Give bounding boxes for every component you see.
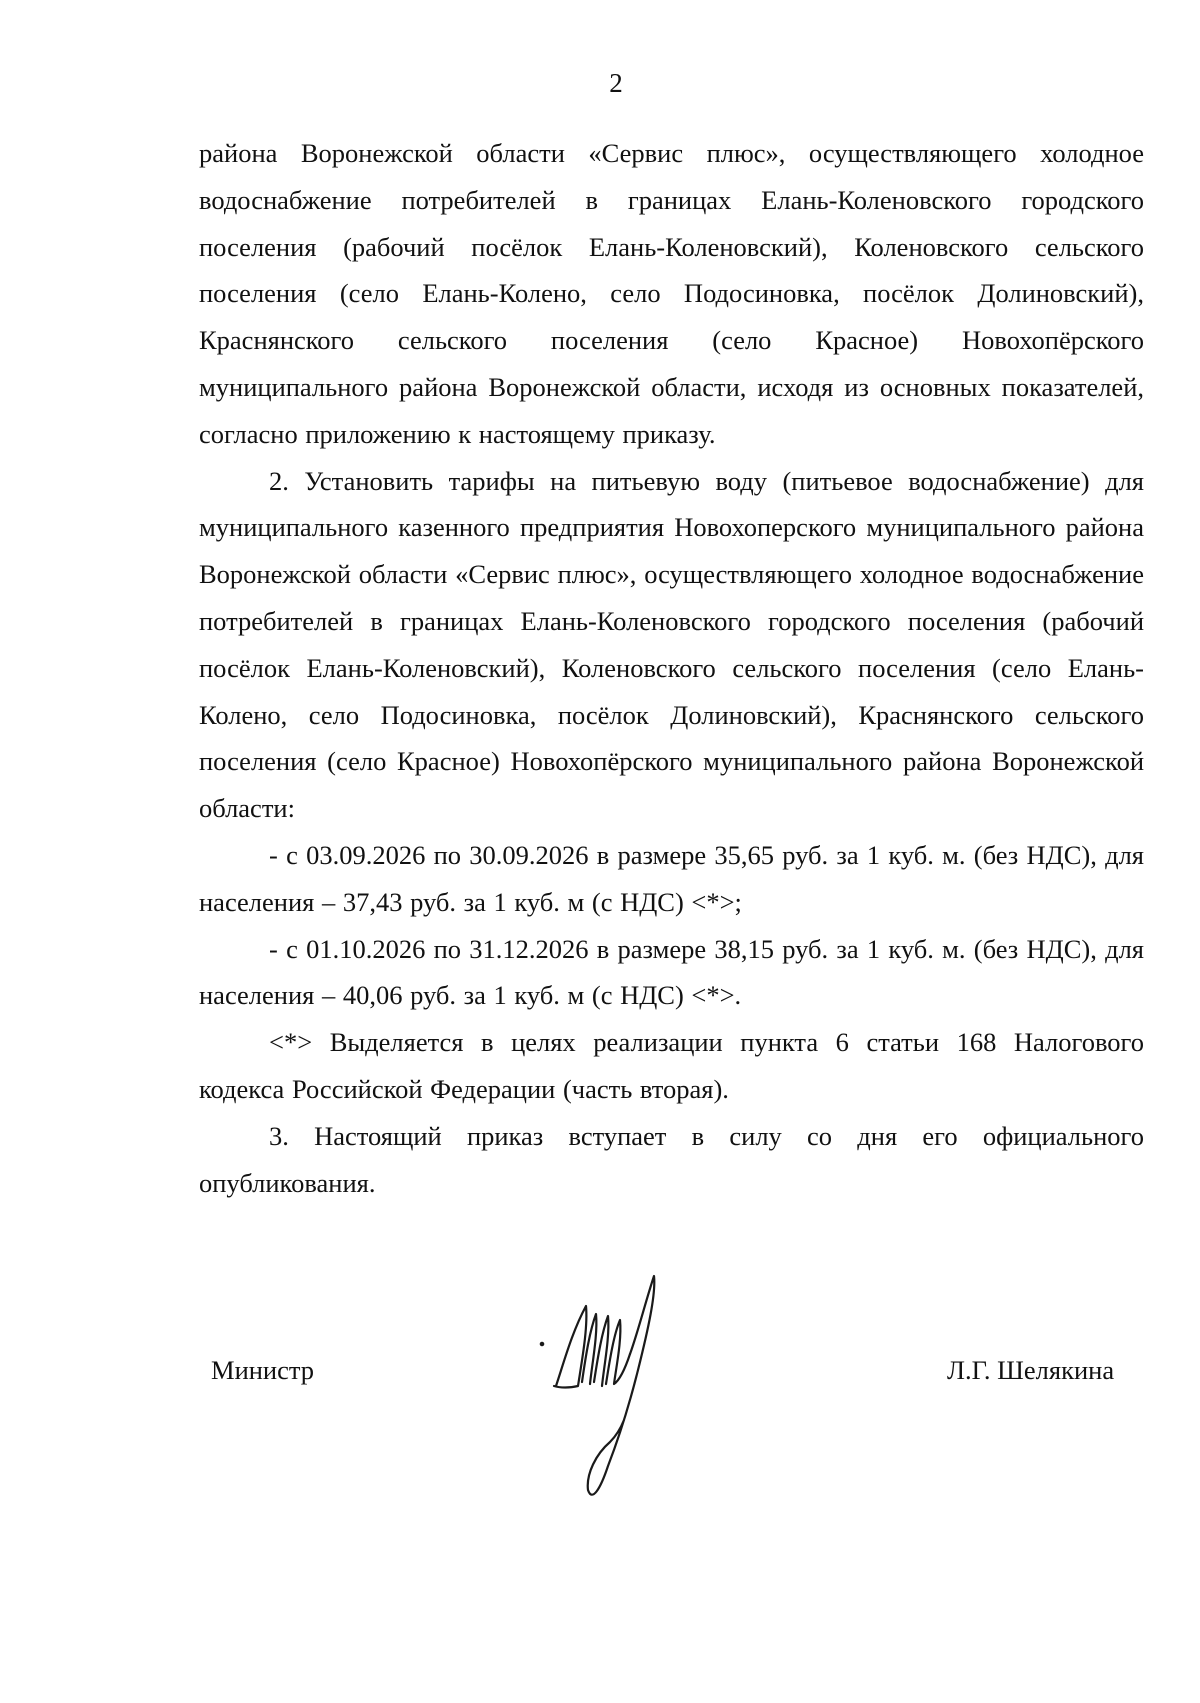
document-body <box>199 130 1144 1206</box>
tariff-period-1: - с 03.09.2026 по 30.09.2026 в размере 35,65 руб. за 1 куб. м. (без НДС), для населения – 37,43 руб. за 1 куб. м (с НДС) <*>; <box>199 839 1144 917</box>
page-number: 2 <box>609 68 623 98</box>
paragraph-continuation: района Воронежской области «Сервис плюс», осуществляющего холодное водоснабжение потребителей в границах Елань-Коленовского городского поселения (рабочий посёлок Елань-Коленовский), Коленовского сельского поселения (село Елань-Колено, село Подосиновка, посёлок Долиновский), Краснянского сельского поселения (село Красное) Новохопёрского муниципального района Воронежской области, исходя из основных показателей, согласно приложению к настоящему приказу. <box>199 138 1144 449</box>
paragraph-item-3: 3. Настоящий приказ вступает в силу со дня его официального опубликования. <box>199 1120 1144 1198</box>
signatory-name: Л.Г. Шелякина <box>947 1355 1115 1385</box>
footnote: <*> Выделяется в целях реализации пункта 6 статьи 168 Налогового кодекса Российской Федерации (часть вторая). <box>199 1027 1144 1104</box>
paragraph-item-2: 2. Установить тарифы на питьевую воду (питьевое водоснабжение) для муниципального казенного предприятия Новохоперского муниципального района Воронежской области «Сервис плюс», осуществляющего холодное водоснабжение потребителей в границах Елань-Коленовского городского поселения (рабочий посёлок Елань-Коленовский), Коленовского сельского поселения (село Елань-Колено, село Подосиновка, посёлок Долиновский), Краснянского сельского поселения (село Красное) Новохопёрского муниципального района Воронежской области: <box>199 465 1144 824</box>
tariff-period-2: - с 01.10.2026 по 31.12.2026 в размере 38,15 руб. за 1 куб. м. (без НДС), для населения – 40,06 руб. за 1 куб. м (с НДС) <*>. <box>199 933 1144 1011</box>
handwritten-signature <box>530 1270 690 1530</box>
signatory-title: Министр <box>211 1355 315 1385</box>
